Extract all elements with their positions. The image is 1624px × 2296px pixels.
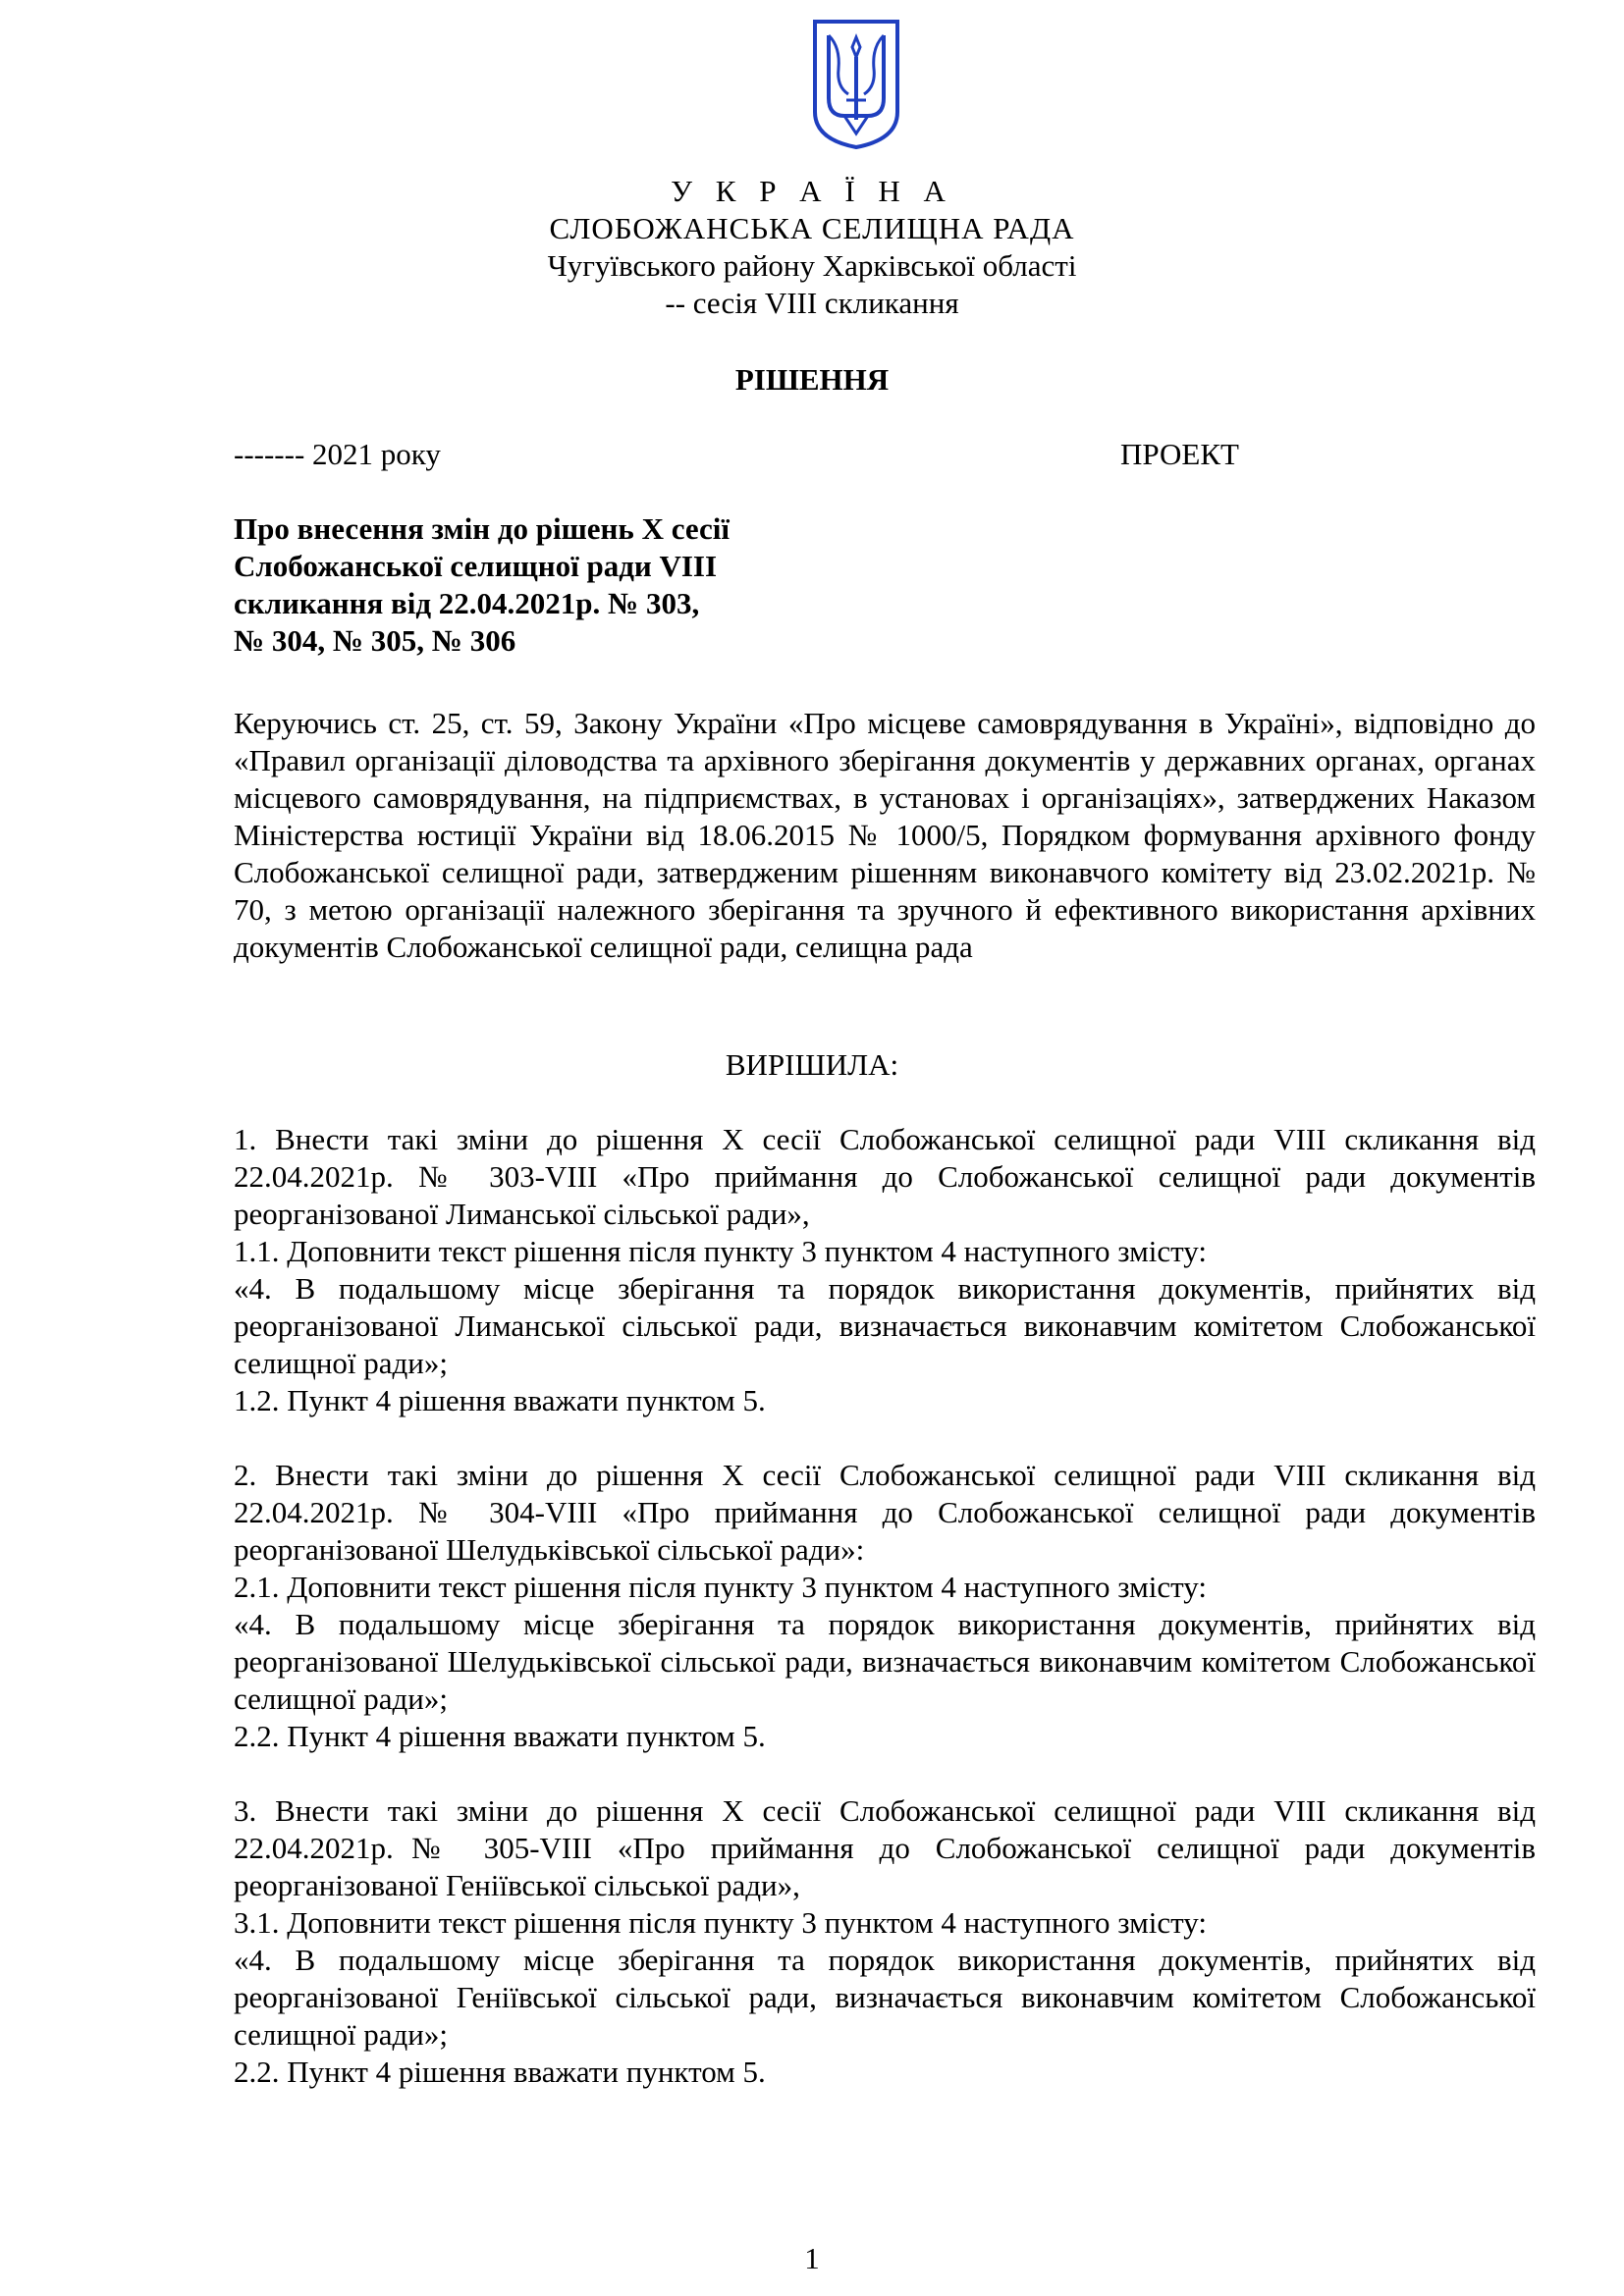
decision-subject — [234, 510, 842, 660]
subject-line: скликання від 22.04.2021р. № 303, — [234, 586, 700, 620]
date-line: ------- 2021 року — [234, 437, 441, 471]
trident-coat-of-arms-icon — [811, 18, 901, 151]
item-subpoint: 1.1. Доповнити текст рішення після пункту 3 пунктом 4 наступного змісту: — [234, 1234, 1207, 1268]
subject-line: № 304, № 305, № 306 — [234, 623, 516, 658]
item-subpoint: 2.1. Доповнити текст рішення після пункту 3 пунктом 4 наступного змісту: — [234, 1570, 1207, 1604]
decision-title: РІШЕННЯ — [734, 362, 890, 397]
country-name: У К Р А Ї Н А — [671, 174, 953, 208]
district-name: Чугуївського району Харківської області — [547, 248, 1077, 283]
item-subpoint: 1.2. Пункт 4 рішення вважати пунктом 5. — [234, 1383, 766, 1417]
item-quote: «4. В подальшому місце зберігання та порядок використання документів, прийнятих від реорганізованої Геніївської сільської ради, визначається виконавчим комітетом Слобожанської селищної ради»; — [234, 1943, 1536, 2052]
item-subpoint: 3.1. Доповнити текст рішення після пункту 3 пунктом 4 наступного змісту: — [234, 1905, 1207, 1940]
item-intro: 2. Внести такі зміни до рішення X сесії Слобожанської селищної ради VIII скликання від 22.04.2021р. № 304-VIII «Про приймання до Слобожанської селищної ради документів реорганізованої Шелудьківської сільської ради»: — [234, 1458, 1536, 1567]
resolved-heading: ВИРІШИЛА: — [725, 1047, 899, 1082]
decision-item-3 — [234, 1792, 1536, 2091]
item-subpoint: 2.2. Пункт 4 рішення вважати пунктом 5. — [234, 2055, 766, 2089]
decision-item-1 — [234, 1121, 1536, 1419]
item-subpoint: 2.2. Пункт 4 рішення вважати пунктом 5. — [234, 1719, 766, 1753]
session-line: -- сесія VIII скликання — [665, 286, 959, 320]
preamble-paragraph — [234, 705, 1536, 966]
decision-item-2 — [234, 1457, 1536, 1755]
council-name: СЛОБОЖАНСЬКА СЕЛИЩНА РАДА — [549, 211, 1075, 245]
subject-line: Про внесення змін до рішень X сесії — [234, 511, 730, 546]
item-intro: 3. Внести такі зміни до рішення X сесії Слобожанської селищної ради VIII скликання від 22.04.2021р.№ 305-VIII «Про приймання до Слобожанської селищної ради документів реорганізованої Геніївської сільської ради», — [234, 1793, 1536, 1902]
subject-line: Слобожанської селищної ради VIII — [234, 549, 718, 583]
item-quote: «4. В подальшому місце зберігання та порядок використання документів, прийнятих від реорганізованої Шелудьківської сільської ради, визначається виконавчим комітетом Слобожанської селищної ради»; — [234, 1607, 1536, 1716]
draft-mark: ПРОЕКТ — [1120, 437, 1239, 471]
preamble-text: Керуючись ст. 25, ст. 59, Закону України «Про місцеве самоврядування в Україні», відповідно до «Правил організації діловодства та архівного зберігання документів у державних органах, органах місцевого самоврядування, на підприємствах, в установах і організаціях», затверджених Наказом Міністерства юстиції України від 18.06.2015 № 1000/5, Порядком формування архівного фонду Слобожанської селищної ради, затвердженим рішенням виконавчого комітету від 23.02.2021р. № 70, з метою організації належного зберігання та зручного й ефективного використання архівних документів Слобожанської селищної ради, селищна рада — [234, 706, 1536, 964]
item-intro: 1. Внести такі зміни до рішення X сесії Слобожанської селищної ради VIII скликання від 22.04.2021р. № 303-VIII «Про приймання до Слобожанської селищної ради документів реорганізованої Лиманської сільської ради», — [234, 1122, 1536, 1231]
page-number: 1 — [804, 2241, 820, 2275]
item-quote: «4. В подальшому місце зберігання та порядок використання документів, прийнятих від реорганізованої Лиманської сільської ради, визначається виконавчим комітетом Слобожанської селищної ради»; — [234, 1271, 1536, 1380]
